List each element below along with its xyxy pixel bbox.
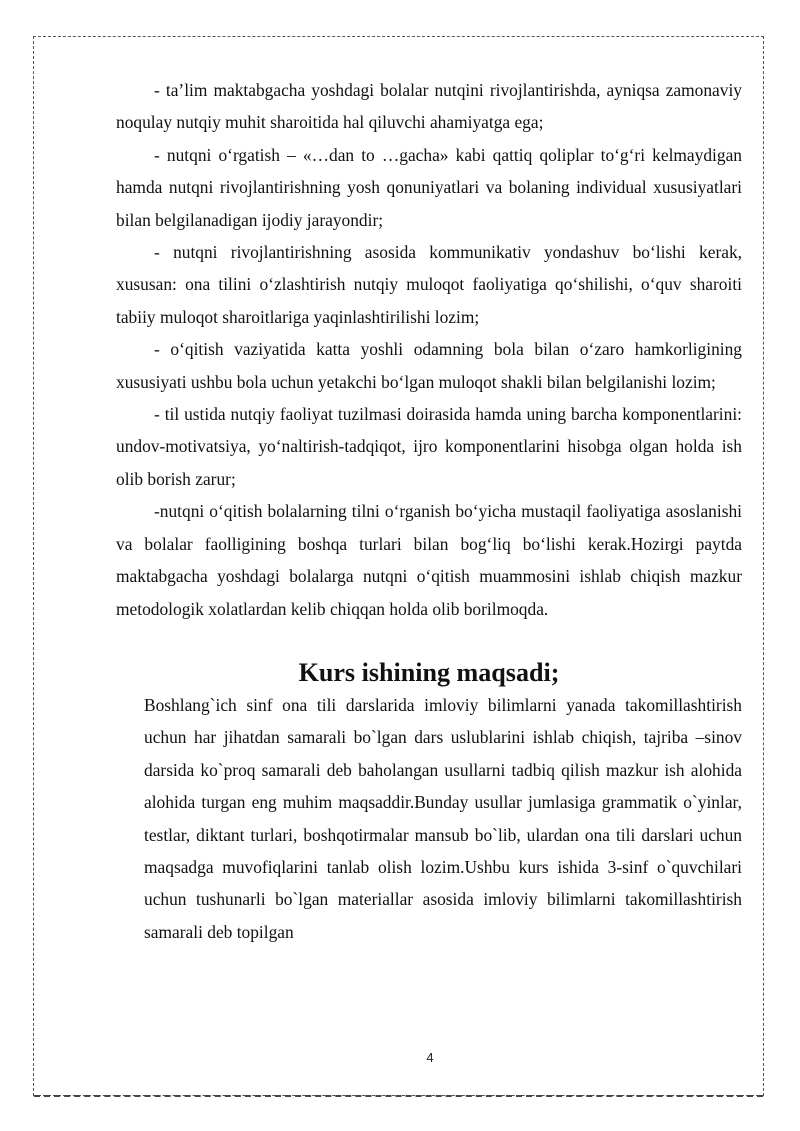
list-paragraph-2: - nutqni o‘rgatish – «…dan to …gacha» kabi qattiq qoliplar to‘g‘ri kelmaydigan hamda nutqni rivojlantirishning yosh qonuniyatlari va bolaning individual xususiyatlari bilan belgilanadigan ijodiy jarayondir;: [116, 144, 742, 230]
list-paragraph-6: -nutqni o‘qitish bolalarning tilni o‘rganish bo‘yicha mustaqil faoliyatiga asoslanishi va bolalar faolligining boshqa turlari bilan bog‘liq bo‘lishi kerak.Hozirgi paytda maktabgacha yoshdagi bolalarga nutqni o‘qitish muammosini ishlab chiqish mazkur metodologik xolatlardan kelib chiqqan holda olib borilmoqda.: [116, 501, 742, 619]
list-paragraph-4: - o‘qitish vaziyatida katta yoshli odamning bola bilan o‘zaro hamkorligining xususiyati ushbu bola uchun yetakchi bo‘lgan muloqot shakli bilan belgilanishi lozim;: [116, 339, 742, 392]
document-body: [116, 74, 742, 948]
list-paragraph-3: - nutqni rivojlantirishning asosida kommunikativ yondashuv bo‘lishi kerak, xususan: ona tilini o‘zlashtirish nutqiy muloqot faoliyatiga qo‘shilishi, o‘quv sharoiti tabiiy muloqot sharoitlariga yaqinlashtirilishi lozim;: [116, 242, 742, 327]
list-paragraph-1: - ta’lim maktabgacha yoshdagi bolalar nutqini rivojlantirishda, ayniqsa zamonaviy noqulay nutqiy muhit sharoitida hal qiluvchi ahamiyatga ega;: [116, 80, 742, 133]
section-heading: Kurs ishining maqsadi;: [298, 657, 560, 687]
goal-paragraph: Boshlang`ich sinf ona tili darslarida imloviy bilimlarni yanada takomillashtirish uchun har jihatdan samarali bo`lgan dars uslublarini ishlab chiqish, tajriba –sinov darsida ko`proq samarali deb baholangan usullarni tadbiq qilish mazkur ish alohida alohida turgan eng muhim maqsaddir.Bunday usullar jumlasiga grammatik o`yinlar, testlar, diktant turlari, boshqotirmalar mansub bo`lib, ulardan ona tili darslari uchun maqsadga muvofiqlarini tanlab olish lozim.Ushbu kurs ishida 3-sinf o`quvchilari uchun tushunarli bo`lgan materiallar asosida imloviy bilimlarni takomillashtirish samarali deb topilgan: [144, 694, 742, 942]
page-number: 4: [426, 1050, 434, 1065]
list-paragraph-5: - til ustida nutqiy faoliyat tuzilmasi doirasida hamda uning barcha komponentlarini: undov-motivatsiya, yo‘naltirish-tadqiqot, ijro komponentlarini hisobga olgan holda ish olib borish zarur;: [116, 404, 742, 489]
